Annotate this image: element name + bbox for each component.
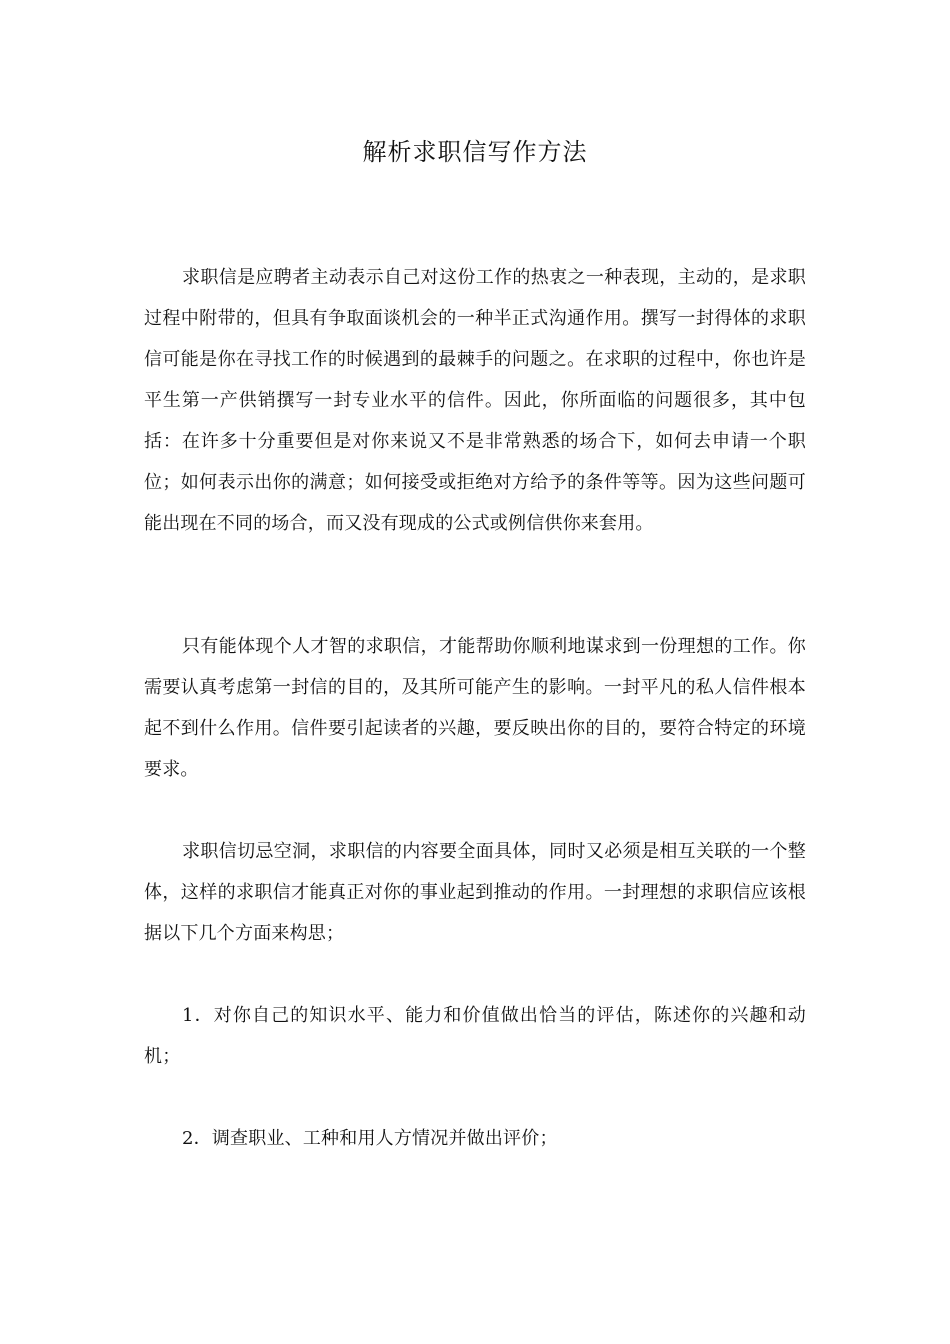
document-title: 解析求职信写作方法	[362, 138, 588, 166]
paragraph-talent: 只有能体现个人才智的求职信，才能帮助你顺利地谋求到一份理想的工作。你需要认真考虑第一封信的目的，及其所可能产生的影响。一封平凡的私人信件根本起不到什么作用。信件要引起读者的兴趣，要反映出你的目的，要符合特定的环境要求。	[144, 636, 806, 780]
list-item-2: 2．调查职业、工种和用人方情况并做出评价；	[182, 1128, 558, 1149]
list-item-1: 1．对你自己的知识水平、能力和价值做出恰当的评估，陈述你的兴趣和动机；	[144, 1005, 806, 1067]
paragraph-intro: 求职信是应聘者主动表示自己对这份工作的热衷之一种表现，主动的，是求职过程中附带的，但具有争取面谈机会的一种半正式沟通作用。撰写一封得体的求职信可能是你在寻找工作的时候遇到的最棘手的问题之。在求职的过程中，你也许是平生第一产供销撰写一封专业水平的信件。因此，你所面临的问题很多，其中包括：在许多十分重要但是对你来说又不是非常熟悉的场合下，如何去申请一个职位；如何表示出你的满意；如何接受或拒绝对方给予的条件等等。因为这些问题可能出现在不同的场合，而又没有现成的公式或例信供你来套用。	[144, 267, 806, 534]
paragraph-content: 求职信切忌空洞，求职信的内容要全面具体，同时又必须是相互关联的一个整体，这样的求职信才能真正对你的事业起到推动的作用。一封理想的求职信应该根据以下几个方面来构思；	[144, 841, 806, 944]
